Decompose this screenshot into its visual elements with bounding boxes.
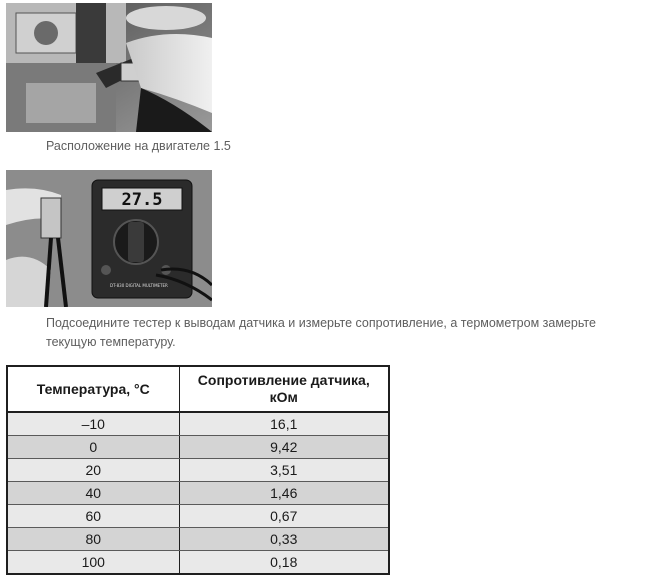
table-header-row xyxy=(7,366,389,412)
multimeter-photo-illustration xyxy=(6,170,212,307)
resistance-cell: 3,51 xyxy=(179,459,389,482)
resistance-cell: 1,46 xyxy=(179,482,389,505)
resistance-cell: 16,1 xyxy=(179,412,389,436)
tester-instruction-caption: Подсоедините тестер к выводам датчика и измерьте сопротивление, а термометром замерьте текущую температуру. xyxy=(46,316,596,349)
resistance-cell: 9,42 xyxy=(179,436,389,459)
meter-display-text: 27.5 xyxy=(121,190,163,210)
temperature-cell: 0 xyxy=(7,436,179,459)
table-row xyxy=(7,505,389,528)
engine-photo-illustration xyxy=(6,3,212,132)
table-row xyxy=(7,528,389,551)
temperature-column-header: Температура, °С xyxy=(7,366,179,412)
table-row xyxy=(7,459,389,482)
engine-location-caption: Расположение на двигателе 1.5 xyxy=(46,139,231,153)
temperature-cell: 60 xyxy=(7,505,179,528)
resistance-cell: 0,33 xyxy=(179,528,389,551)
sensor-resistance-table xyxy=(6,365,390,575)
resistance-cell: 0,67 xyxy=(179,505,389,528)
table-row xyxy=(7,482,389,505)
resistance-cell: 0,18 xyxy=(179,551,389,575)
temperature-cell: 20 xyxy=(7,459,179,482)
temperature-cell: 80 xyxy=(7,528,179,551)
engine-sensor-photo xyxy=(6,3,212,132)
table-row xyxy=(7,551,389,575)
temperature-cell: 100 xyxy=(7,551,179,575)
resistance-column-header: Сопротивление датчика, кОм xyxy=(179,366,389,412)
multimeter-photo xyxy=(6,170,212,307)
meter-label-text: DT-830 DIGITAL MULTIMETER xyxy=(110,283,168,288)
table-row xyxy=(7,436,389,459)
temperature-cell: 40 xyxy=(7,482,179,505)
table-row xyxy=(7,412,389,436)
temperature-cell: –10 xyxy=(7,412,179,436)
